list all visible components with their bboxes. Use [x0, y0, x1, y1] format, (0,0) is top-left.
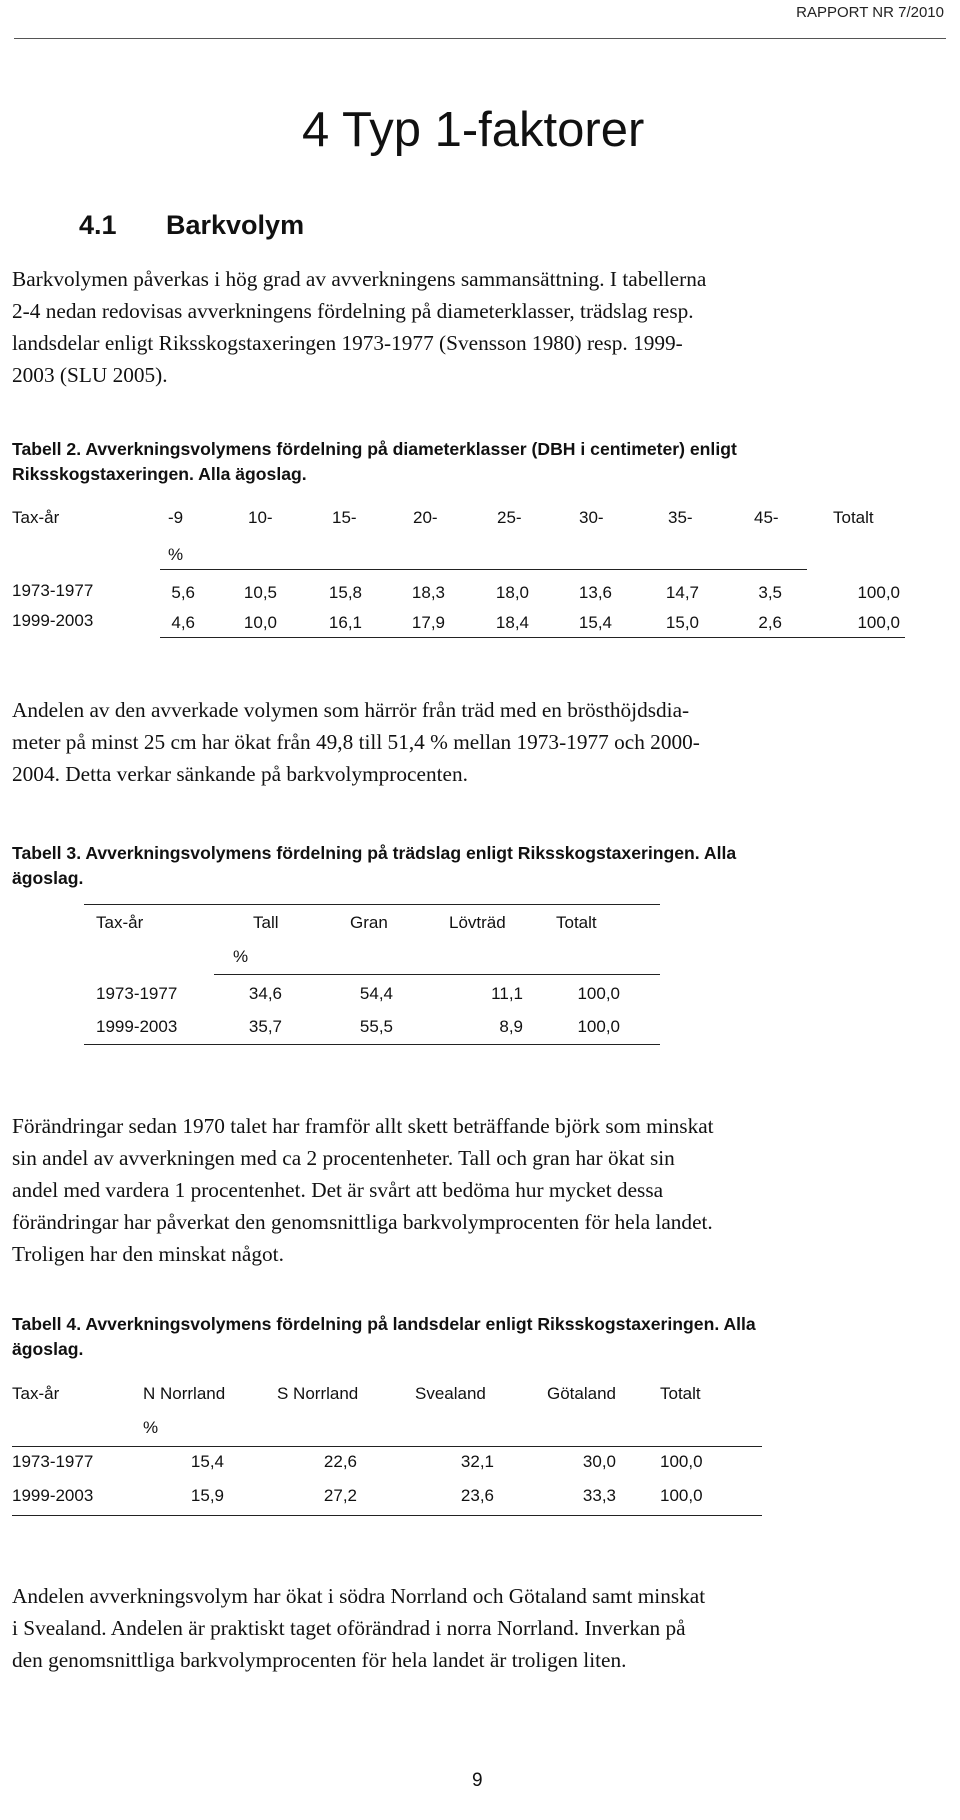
table4-cell: 100,0 [660, 1452, 703, 1471]
paragraph-line: Troligen har den minskat något. [12, 1242, 284, 1266]
section-number: 4.1 [79, 210, 117, 240]
paragraph-line: 2003 (SLU 2005). [12, 363, 168, 387]
paragraph-line: meter på minst 25 cm har ökat från 49,8 till 51,4 % mellan 1973-1977 och 2000- [12, 730, 700, 754]
table4-header-taxar: Tax-år [12, 1384, 60, 1403]
table2-cell: 10,0 [243, 613, 277, 632]
table2-caption [12, 437, 942, 487]
table4-header-col: S Norrland [277, 1384, 359, 1403]
table4-row-label: 1999-2003 [12, 1486, 94, 1505]
paragraph-line: den genomsnittliga barkvolymprocenten för hela landet är troligen liten. [12, 1648, 627, 1672]
table2-cell: 15,0 [665, 613, 699, 632]
table2-row-label: 1999-2003 [12, 611, 94, 630]
caption-line: Tabell 4. Avverkningsvolymens fördelning på landsdelar enligt Riksskogstaxeringen. Alla [12, 1314, 756, 1334]
table3-cell: 54,4 [359, 984, 393, 1003]
table2-cell: 4,6 [171, 613, 195, 632]
table4-cell: 23,6 [460, 1486, 494, 1505]
table2-header-col: 45- [754, 508, 779, 527]
paragraph-line: andel med vardera 1 procentenhet. Det är svårt att bedöma hur mycket dessa [12, 1178, 664, 1202]
table4-cell: 22,6 [323, 1452, 357, 1471]
table2-cell: 15,8 [328, 583, 362, 602]
caption-line: Tabell 3. Avverkningsvolymens fördelning på trädslag enligt Riksskogstaxeringen. Alla [12, 843, 737, 863]
paragraph-line: 2004. Detta verkar sänkande på barkvolymprocenten. [12, 762, 468, 786]
paragraph-regions [12, 1580, 942, 1676]
paragraph-line: i Svealand. Andelen är praktiskt taget oförändrad i norra Norrland. Inverkan på [12, 1616, 686, 1640]
paragraph-line: Barkvolymen påverkas i hög grad av avverkningens sammansättning. I tabellerna [12, 267, 707, 291]
table3-unit: % [233, 947, 249, 966]
table2-header-col: 20- [413, 508, 438, 527]
paragraph-line: Förändringar sedan 1970 talet har framför allt skett beträffande björk som minskat [12, 1114, 714, 1138]
table2-header-rule [160, 569, 807, 570]
table3-cell: 34,6 [248, 984, 282, 1003]
table2-cell: 3,5 [758, 583, 782, 602]
table4-cell: 33,3 [582, 1486, 616, 1505]
table2-header-col: Totalt [833, 508, 874, 527]
table4-header-col: Götaland [547, 1384, 616, 1403]
table2-cell: 17,9 [411, 613, 445, 632]
table3-bottom-rule [84, 1044, 660, 1045]
table4-header-col: N Norrland [143, 1384, 226, 1403]
caption-line: ägoslag. [12, 868, 84, 888]
table4-caption [12, 1312, 942, 1362]
table2-cell: 10,5 [243, 583, 277, 602]
table3-cell: 55,5 [359, 1017, 393, 1036]
table4-header-col: Totalt [660, 1384, 701, 1403]
header-divider [14, 38, 946, 39]
table2-cell: 16,1 [328, 613, 362, 632]
table3-header-col: Gran [350, 913, 388, 932]
table2-cell: 18,0 [495, 583, 529, 602]
paragraph-line: sin andel av avverkningen med ca 2 procentenheter. Tall och gran har ökat sin [12, 1146, 675, 1170]
table2-bottom-rule [160, 637, 905, 638]
paragraph-line: Andelen av den avverkade volymen som härrör från träd med en brösthöjdsdia- [12, 698, 690, 722]
caption-line: ägoslag. [12, 1339, 84, 1359]
table3-cell: 100,0 [577, 984, 620, 1003]
table2-row-label: 1973-1977 [12, 581, 94, 600]
table4-cell: 27,2 [323, 1486, 357, 1505]
table4-cell: 15,4 [190, 1452, 224, 1471]
table3-caption [12, 841, 942, 891]
table3-cell: 100,0 [577, 1017, 620, 1036]
paragraph-line: 2-4 nedan redovisas avverkningens fördelning på diameterklasser, trädslag resp. [12, 299, 694, 323]
table2-cell: 14,7 [665, 583, 699, 602]
table2-header-col: 15- [332, 508, 357, 527]
table3-cell: 35,7 [248, 1017, 282, 1036]
table2-cell: 18,4 [495, 613, 529, 632]
table4-unit: % [143, 1418, 159, 1437]
report-header: RAPPORT NR 7/2010 [796, 4, 944, 21]
table4-bottom-rule [12, 1515, 762, 1516]
table3-cell: 11,1 [491, 984, 523, 1003]
table3-header-col: Lövträd [449, 913, 506, 932]
paragraph-diameter [12, 694, 942, 790]
chapter-title: 4 Typ 1-faktorer [302, 103, 645, 157]
table2-cell: 5,6 [171, 583, 195, 602]
table3-row-label: 1973-1977 [96, 984, 178, 1003]
table2-cell: 13,6 [578, 583, 612, 602]
table3-cell: 8,9 [499, 1017, 523, 1036]
paragraph-species [12, 1110, 942, 1270]
section-title: Barkvolym [166, 210, 305, 240]
table4-cell: 32,1 [460, 1452, 494, 1471]
paragraph-line: förändringar har påverkat den genomsnittliga barkvolymprocenten för hela landet. [12, 1210, 713, 1234]
table3-header-taxar: Tax-år [96, 913, 144, 932]
table2-cell: 2,6 [758, 613, 782, 632]
table2-header-col: -9 [168, 508, 184, 527]
table2-cell: 15,4 [578, 613, 612, 632]
table2-header-taxar: Tax-år [12, 508, 60, 527]
table4-cell: 100,0 [660, 1486, 703, 1505]
table4-row-label: 1973-1977 [12, 1452, 94, 1471]
table3-header-col: Totalt [556, 913, 597, 932]
page-number: 9 [472, 1770, 483, 1791]
paragraph-intro [12, 263, 942, 391]
table2-cell: 18,3 [411, 583, 445, 602]
table4-header-rule [12, 1446, 762, 1447]
table2-unit: % [168, 545, 184, 564]
caption-line: Riksskogstaxeringen. Alla ägoslag. [12, 464, 307, 484]
table2-cell: 100,0 [857, 583, 900, 602]
table3-header-col: Tall [253, 913, 279, 932]
table3-header-rule [214, 974, 660, 975]
table3-top-rule [84, 904, 660, 905]
table2-header-col: 10- [248, 508, 273, 527]
table3-row-label: 1999-2003 [96, 1017, 178, 1036]
table2-header-col: 30- [579, 508, 604, 527]
table2-header-col: 35- [668, 508, 693, 527]
table4-header-col: Svealand [415, 1384, 486, 1403]
caption-line: Tabell 2. Avverkningsvolymens fördelning på diameterklasser (DBH i centimeter) enligt [12, 439, 737, 459]
paragraph-line: landsdelar enligt Riksskogstaxeringen 1973-1977 (Svensson 1980) resp. 1999- [12, 331, 683, 355]
table2-cell: 100,0 [857, 613, 900, 632]
table4-cell: 15,9 [190, 1486, 224, 1505]
section-heading [79, 210, 304, 241]
table2-header-col: 25- [497, 508, 522, 527]
paragraph-line: Andelen avverkningsvolym har ökat i södra Norrland och Götaland samt minskat [12, 1584, 706, 1608]
table4-cell: 30,0 [582, 1452, 616, 1471]
